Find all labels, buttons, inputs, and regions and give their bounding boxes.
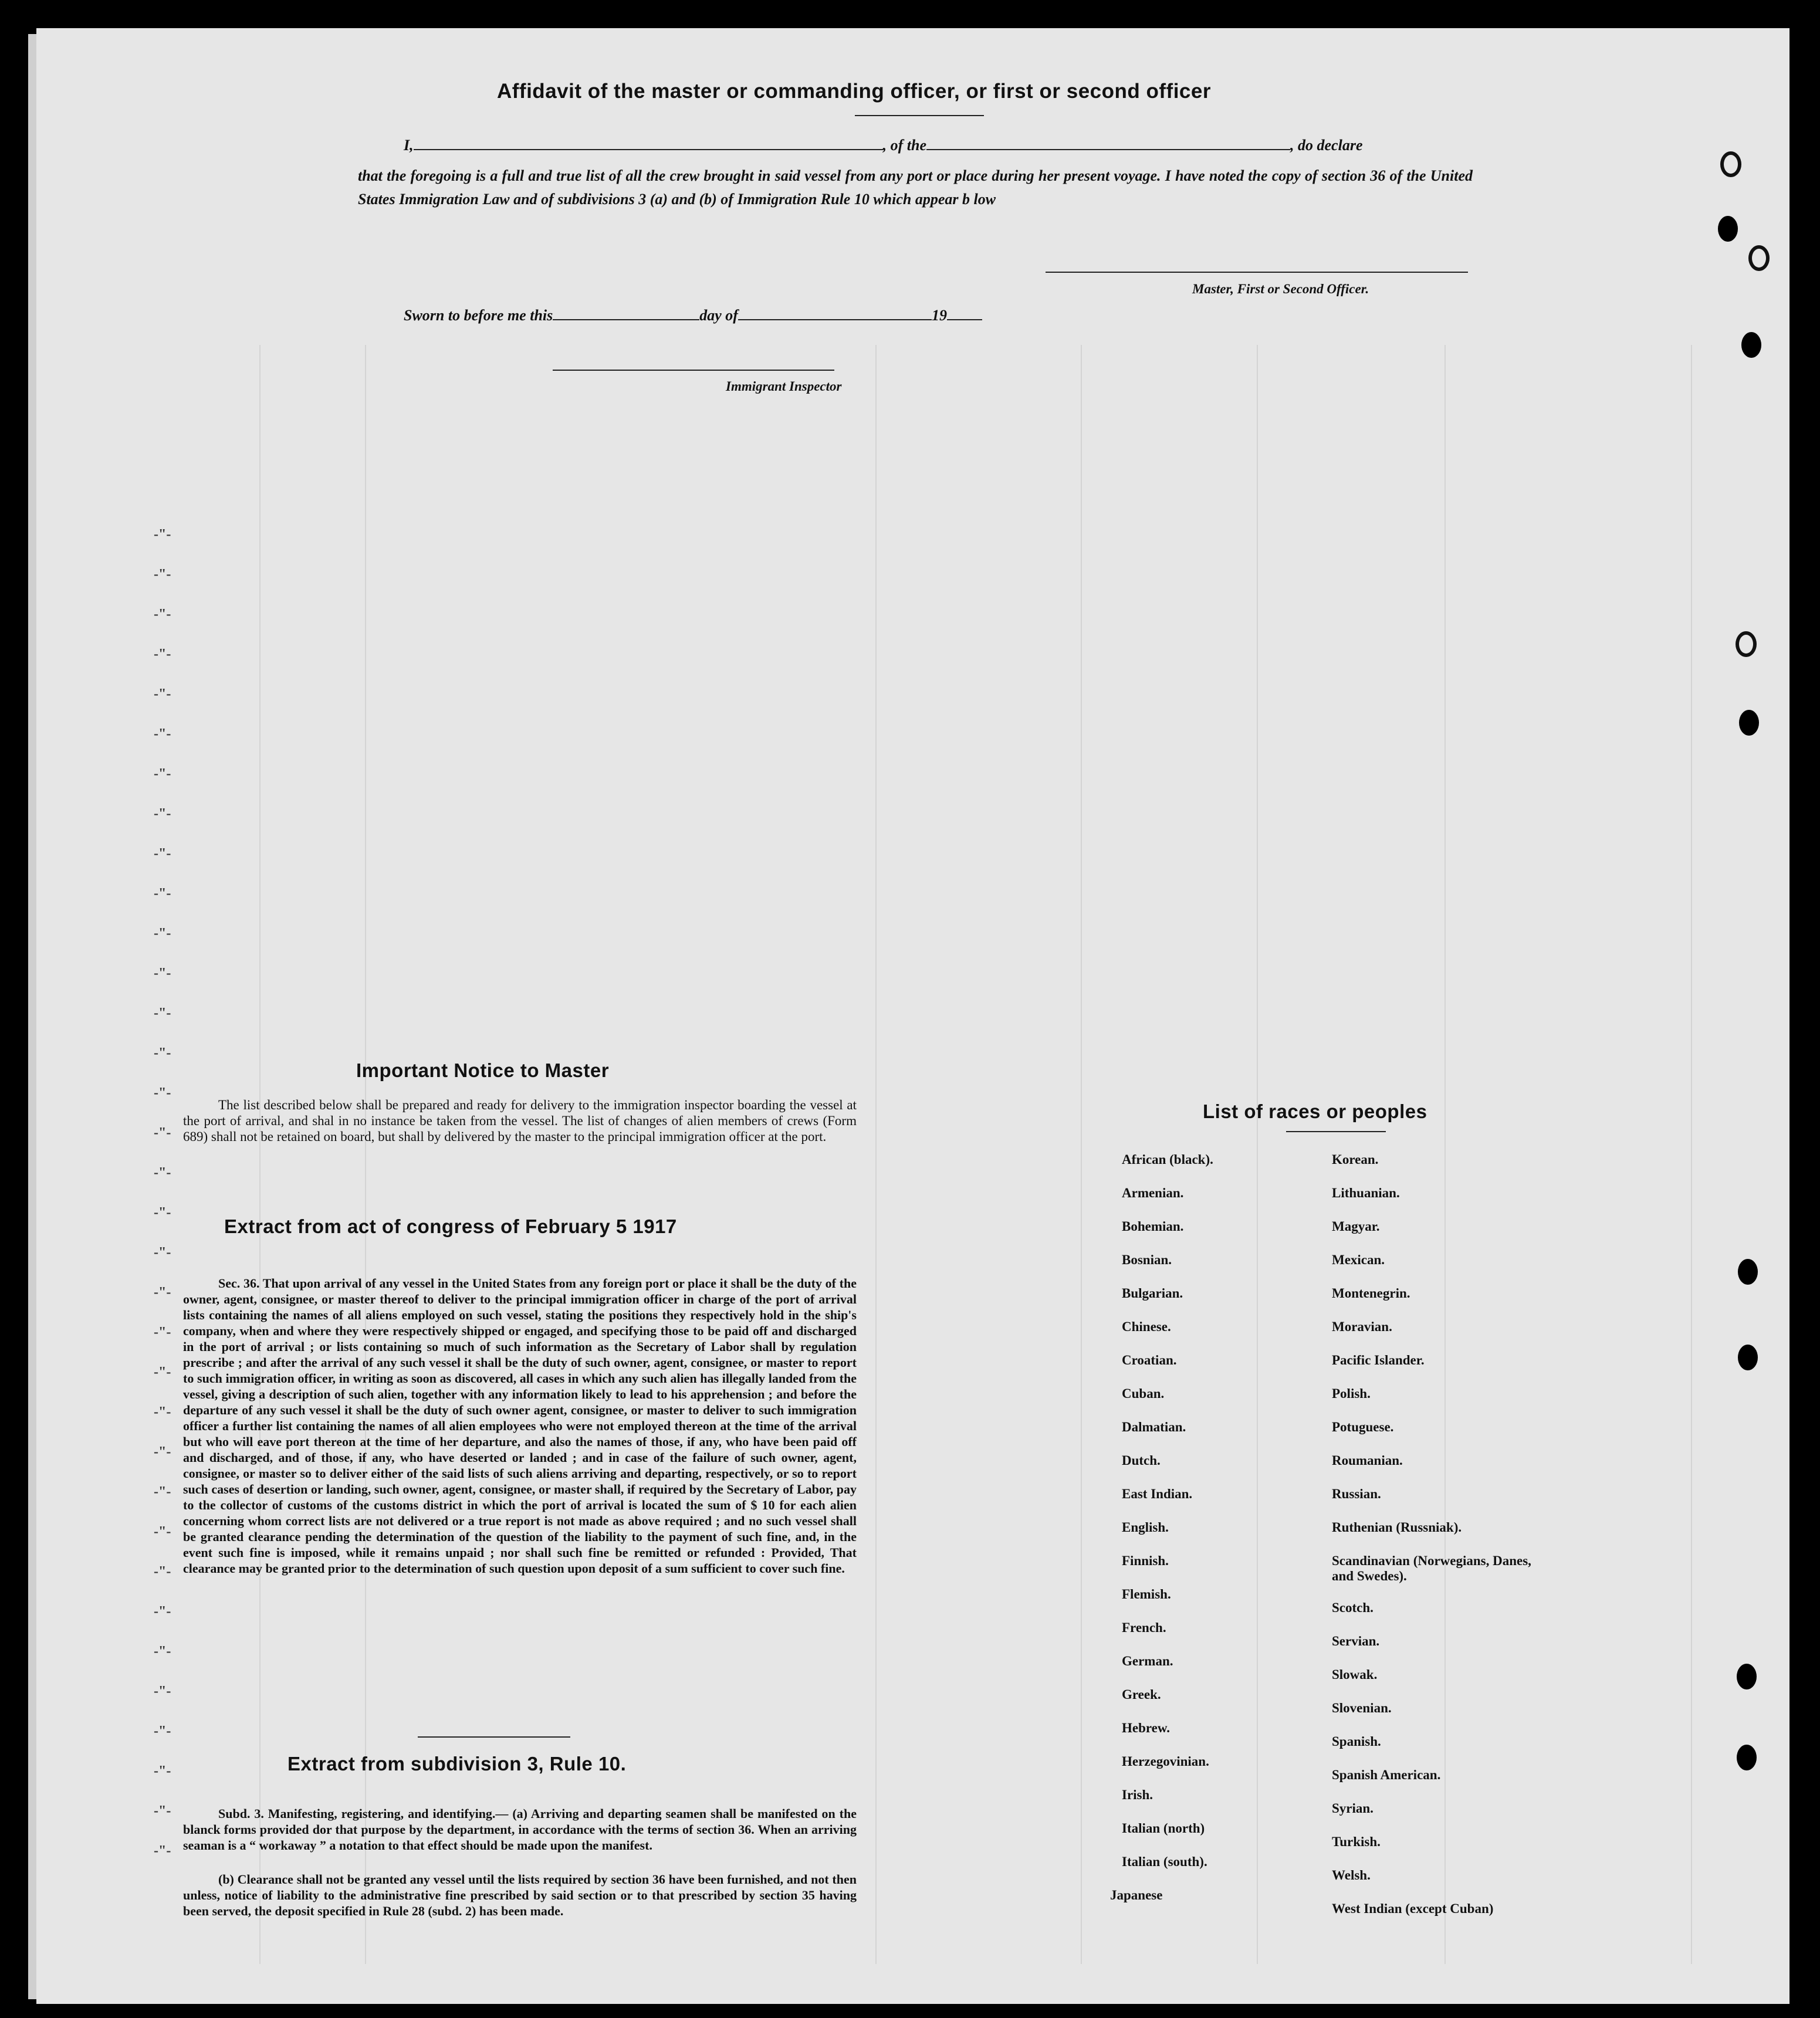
affidavit-line-1 xyxy=(404,134,1362,157)
ditto-mark: -"- xyxy=(154,926,171,941)
ditto-mark: -"- xyxy=(154,1085,171,1101)
inspector-label: Immigrant Inspector xyxy=(726,379,842,394)
race-item: Herzegovinian. xyxy=(1122,1754,1209,1769)
rule-subd-b: (b) Clearance shall not be granted any vessel until the lists required by section 36 have been furnished, and not then unless, notice of liability to the administrative fine prescribed by said section or to that prescribed by section 35 having been served, the deposit specified in Rule 28 (subd. 2) has been made. xyxy=(183,1872,857,1918)
punch-hole-icon xyxy=(1738,1259,1758,1285)
race-item: Slowak. xyxy=(1332,1667,1378,1682)
race-item: Lithuanian. xyxy=(1332,1186,1400,1200)
race-item: Bosnian. xyxy=(1122,1252,1172,1267)
ditto-mark: -"- xyxy=(154,1245,171,1260)
race-item: Croatian. xyxy=(1122,1353,1177,1367)
sworn-month-field[interactable] xyxy=(738,319,932,320)
race-item: Irish. xyxy=(1122,1787,1153,1802)
section-divider xyxy=(418,1736,570,1738)
bleed-through-rule xyxy=(1445,345,1446,1964)
ditto-mark: -"- xyxy=(154,766,171,781)
race-item: Spanish. xyxy=(1332,1734,1381,1749)
race-item: Chinese. xyxy=(1122,1319,1171,1334)
sworn-line xyxy=(404,304,982,327)
act-extract-text: Sec. 36. That upon arrival of any vessel in the United States from any foreign port or place it shall be the duty of the owner, agent, consignee, or master thereof to deliver to the principal immigration officer in charge of the port of arrival lists containing the names of all aliens employed on such vessel, stating the positions they respectively hold in the ship's company, when and where they were respectively shipped or engaged, and specifying those to be paid off and discharged in the port of arrival ; or lists containing so much of such information as the Secretary of Labor shall by regulation prescribe ; and after the arrival of any such vessel it shall be the duty of such owner, agent, consignee, or master to report to such immigration officer, in writing as soon as discovered, all cases in which any such alien has illegally landed from the vessel, giving a description of such alien, together with any information likely to lead to his apprehension ; and before the departure of any such vessel it shall be the duty of such owner agent, consignee, or master to deliver to such immigration officer a further list containing the names of all alien employees who were not employed thereon at the time of the arrival but who will eave port thereon at the time of her departure, and also the names of those, if any, who have been paid off and discharged, and of those, if any, who have deserted or landed ; and in case of the failure of such owner, agent, consignee, or master so to deliver either of the said lists of such aliens arriving and departing, respectively, or so to report such cases of desertion or landing, such owner, agent, consignee, or master shall, if required by the Secretary of Labor, pay to the collector of customs of the customs district in which the port of arrival is located the sum of $ 10 for each alien concerning whom correct lists are not delivered or a true report is not made as above required ; and no such vessel shall be granted clearance pending the determination of the question of the liability to the payment of such fine, and, in the event such fine is imposed, while it remains unpaid ; nor shall such fine be remitted or refunded : Provided, That clearance may be granted prior to the determination of such question upon deposit of a sum sufficient to cover such fine. xyxy=(183,1276,857,1576)
bleed-through-rule xyxy=(1257,345,1258,1964)
race-item: Bohemian. xyxy=(1122,1219,1184,1234)
sworn-year-field[interactable] xyxy=(947,319,982,320)
race-item: Italian (north) xyxy=(1122,1821,1205,1836)
document-page xyxy=(36,28,1789,2004)
day-of-label: day of xyxy=(699,307,738,324)
ditto-mark: -"- xyxy=(154,1843,171,1858)
race-item: Italian (south). xyxy=(1122,1854,1207,1869)
race-item: African (black). xyxy=(1122,1152,1213,1167)
race-item: Spanish American. xyxy=(1332,1768,1441,1782)
act-extract-title: Extract from act of congress of February 5 1917 xyxy=(224,1215,677,1237)
punch-hole-icon xyxy=(1737,1745,1757,1770)
ditto-mark: -"- xyxy=(154,646,171,662)
ditto-mark: -"- xyxy=(154,1684,171,1699)
inspector-signature-line[interactable] xyxy=(553,370,834,371)
ditto-mark: -"- xyxy=(154,806,171,821)
ditto-mark: -"- xyxy=(154,1325,171,1340)
bleed-through-rule xyxy=(259,345,261,1964)
punch-hole-icon xyxy=(1720,151,1741,177)
race-item: East Indian. xyxy=(1122,1487,1193,1501)
race-item: West Indian (except Cuban) xyxy=(1332,1901,1494,1916)
race-item: Flemish. xyxy=(1122,1587,1171,1601)
punch-hole-icon xyxy=(1737,1664,1757,1689)
race-item: Magyar. xyxy=(1332,1219,1380,1234)
ditto-mark: -"- xyxy=(154,1484,171,1499)
race-item: English. xyxy=(1122,1520,1169,1535)
race-item: Bulgarian. xyxy=(1122,1286,1183,1301)
race-item: Roumanian. xyxy=(1332,1453,1403,1468)
bleed-through-rule xyxy=(1691,345,1692,1964)
punch-hole-icon xyxy=(1741,332,1761,358)
ditto-mark: -"- xyxy=(154,1205,171,1220)
do-declare-label: , do declare xyxy=(1290,137,1363,154)
ditto-mark: -"- xyxy=(154,1165,171,1180)
race-item: Pacific Islander. xyxy=(1332,1353,1425,1367)
race-item: Montenegrin. xyxy=(1332,1286,1410,1301)
notice-text: The list described below shall be prepared and ready for delivery to the immigration inspector boarding the vessel at the port of arrival, and shal in no instance be taken from the vessel. The list of changes of alien members of crews (Form 689) shall not be retained on board, but shall by delivered by the master to the principal immigration officer at the port. xyxy=(183,1098,857,1144)
of-the-label: , of the xyxy=(882,137,927,154)
ditto-mark: -"- xyxy=(154,726,171,741)
race-item: Syrian. xyxy=(1332,1801,1374,1816)
notice-title: Important Notice to Master xyxy=(356,1059,610,1081)
declarant-label: I, xyxy=(404,137,414,154)
bleed-through-rule xyxy=(365,345,366,1964)
race-item: Scandinavian (Norwegians, Danes, and Swedes). xyxy=(1332,1553,1531,1583)
punch-hole-icon xyxy=(1739,710,1759,736)
race-item: Potuguese. xyxy=(1332,1420,1394,1434)
ditto-mark: -"- xyxy=(154,1045,171,1061)
punch-hole-icon xyxy=(1748,245,1770,271)
ditto-mark: -"- xyxy=(154,1005,171,1021)
bleed-through-rule xyxy=(1081,345,1082,1964)
race-item: Scotch. xyxy=(1332,1600,1374,1615)
punch-hole-icon xyxy=(1738,1345,1758,1370)
race-item: Mexican. xyxy=(1332,1252,1385,1267)
ditto-mark: -"- xyxy=(154,1724,171,1739)
affidavit-title: Affidavit of the master or commanding officer, or first or second officer xyxy=(497,80,1211,103)
affidavit-declaration: that the foregoing is a full and true list of all the crew brought in said vessel from any port or place during her present voyage. I have noted the copy of section 36 of the United States Immigration Law and of subdivisions 3 (a) and (b) of Immigration Rule 10 which appear b low xyxy=(358,167,1473,208)
race-item: Korean. xyxy=(1332,1152,1379,1167)
sworn-label: Sworn to before me this xyxy=(404,307,553,324)
ditto-mark: -"- xyxy=(154,886,171,901)
ditto-mark: -"- xyxy=(154,1125,171,1140)
ditto-mark: -"- xyxy=(154,846,171,861)
ditto-mark: -"- xyxy=(154,966,171,981)
race-item: Russian. xyxy=(1332,1487,1381,1501)
ditto-mark: -"- xyxy=(154,1564,171,1579)
ditto-mark: -"- xyxy=(154,1604,171,1619)
ditto-mark: -"- xyxy=(154,567,171,582)
punch-hole-icon xyxy=(1736,631,1757,657)
races-title-rule xyxy=(1286,1131,1386,1132)
ditto-mark: -"- xyxy=(154,1644,171,1659)
race-item: Welsh. xyxy=(1332,1868,1371,1882)
vessel-name-field[interactable] xyxy=(926,149,1290,150)
ditto-mark: -"- xyxy=(154,1803,171,1819)
race-item: Turkish. xyxy=(1332,1834,1381,1849)
rule-extract-title: Extract from subdivision 3, Rule 10. xyxy=(287,1753,627,1775)
race-item: Cuban. xyxy=(1122,1386,1165,1401)
ditto-mark: -"- xyxy=(154,607,171,622)
race-item: Slovenian. xyxy=(1332,1701,1392,1715)
rule-subd-a: Subd. 3. Manifesting, registering, and identifying.— (a) Arriving and departing seamen shall be manifested on the blanck forms provided dor that purpose by the department, in accordance with the terms of section 36. When an arriving seaman is a “ workaway ” a notation to that effect should be made upon the manifest. xyxy=(183,1806,857,1853)
signature-line[interactable] xyxy=(1046,272,1468,273)
race-item: Japanese xyxy=(1110,1888,1163,1902)
year-prefix: 19 xyxy=(931,307,947,324)
ditto-mark: -"- xyxy=(154,1404,171,1420)
races-title: List of races or peoples xyxy=(1203,1101,1427,1122)
race-item: Ruthenian (Russniak). xyxy=(1332,1520,1462,1535)
race-item: French. xyxy=(1122,1620,1166,1635)
race-item: Dalmatian. xyxy=(1122,1420,1186,1434)
sworn-day-field[interactable] xyxy=(553,319,699,320)
race-item: German. xyxy=(1122,1654,1173,1668)
title-rule xyxy=(855,115,984,116)
race-item: Polish. xyxy=(1332,1386,1371,1401)
signature-label: Master, First or Second Officer. xyxy=(1192,282,1369,296)
race-item: Armenian. xyxy=(1122,1186,1184,1200)
race-item: Dutch. xyxy=(1122,1453,1161,1468)
ditto-mark: -"- xyxy=(154,527,171,542)
bleed-through-rule xyxy=(875,345,877,1964)
ditto-mark: -"- xyxy=(154,1444,171,1460)
race-item: Finnish. xyxy=(1122,1553,1169,1568)
race-item: Moravian. xyxy=(1332,1319,1392,1334)
race-item: Greek. xyxy=(1122,1687,1161,1702)
ditto-mark: -"- xyxy=(154,1364,171,1380)
declarant-name-field[interactable] xyxy=(414,149,883,150)
ditto-mark: -"- xyxy=(154,1285,171,1300)
punch-hole-icon xyxy=(1718,216,1738,242)
ditto-mark: -"- xyxy=(154,1524,171,1539)
race-item: Hebrew. xyxy=(1122,1721,1170,1735)
ditto-mark: -"- xyxy=(154,1763,171,1779)
ditto-mark: -"- xyxy=(154,686,171,702)
race-item: Servian. xyxy=(1332,1634,1380,1648)
